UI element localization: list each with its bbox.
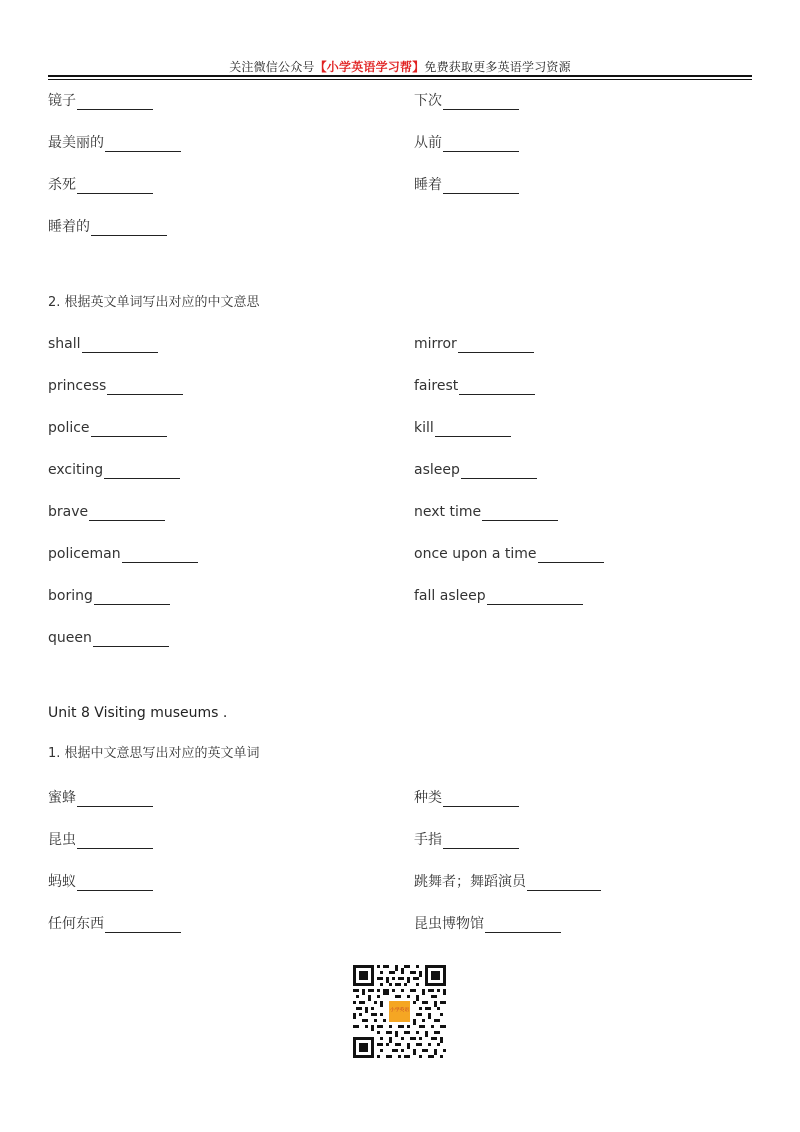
fill-blank-item [48, 92, 153, 110]
header-suffix: 免费获取更多英语学习资源 [424, 60, 571, 74]
answer-blank[interactable] [443, 179, 519, 194]
answer-blank[interactable] [77, 95, 153, 110]
item-prompt: asleep [414, 462, 460, 478]
answer-blank[interactable] [461, 464, 537, 479]
fill-blank-item [414, 789, 519, 807]
fill-blank-item [48, 629, 169, 647]
item-prompt: 最美丽的 [48, 135, 104, 151]
fill-blank-item [414, 419, 511, 437]
item-prompt: 睡着的 [48, 219, 90, 235]
fill-blank-item [48, 176, 153, 194]
item-prompt: 蚂蚁 [48, 874, 76, 890]
qr-code-icon [353, 965, 446, 1058]
fill-blank-item [414, 377, 535, 395]
fill-blank-item [414, 92, 519, 110]
answer-blank[interactable] [107, 380, 183, 395]
item-prompt: fairest [414, 378, 459, 394]
answer-blank[interactable] [104, 464, 180, 479]
item-prompt: 杀死 [48, 177, 76, 193]
fill-blank-item [414, 587, 583, 605]
item-prompt: 下次 [414, 93, 442, 109]
item-prompt: fall asleep [414, 588, 486, 604]
page-header [0, 58, 800, 75]
fill-blank-item [414, 176, 519, 194]
answer-blank[interactable] [77, 876, 153, 891]
item-prompt: once upon a time [414, 546, 537, 562]
answer-blank[interactable] [122, 548, 198, 563]
answer-blank[interactable] [89, 506, 165, 521]
answer-blank[interactable] [487, 590, 583, 605]
item-prompt: 蜜蜂 [48, 790, 76, 806]
answer-blank[interactable] [91, 422, 167, 437]
fill-blank-item [48, 545, 198, 563]
fill-blank-item [48, 218, 167, 236]
item-prompt: mirror [414, 336, 457, 352]
answer-blank[interactable] [538, 548, 604, 563]
item-prompt: kill [414, 420, 434, 436]
fill-blank-item [48, 377, 183, 395]
section-heading: 2. 根据英文单词写出对应的中文意思 [48, 295, 260, 310]
item-prompt: princess [48, 378, 107, 394]
answer-blank[interactable] [459, 380, 535, 395]
item-prompt: 睡着 [414, 177, 442, 193]
fill-blank-item [48, 587, 170, 605]
fill-blank-item [48, 915, 181, 933]
answer-blank[interactable] [91, 221, 167, 236]
answer-blank[interactable] [77, 179, 153, 194]
answer-blank[interactable] [443, 137, 519, 152]
answer-blank[interactable] [77, 792, 153, 807]
fill-blank-item [414, 915, 561, 933]
item-prompt: 任何东西 [48, 916, 104, 932]
answer-blank[interactable] [485, 918, 561, 933]
fill-blank-item [48, 461, 180, 479]
fill-blank-item [414, 545, 604, 563]
header-prefix: 关注微信公众号 [229, 60, 315, 74]
item-prompt: shall [48, 336, 81, 352]
unit-title: Unit 8 Visiting museums . [48, 705, 228, 721]
answer-blank[interactable] [458, 338, 534, 353]
answer-blank[interactable] [93, 632, 169, 647]
fill-blank-item [414, 335, 534, 353]
item-prompt: boring [48, 588, 93, 604]
item-prompt: 昆虫 [48, 832, 76, 848]
item-prompt: brave [48, 504, 89, 520]
item-prompt: 昆虫博物馆 [414, 916, 484, 932]
fill-blank-item [48, 831, 153, 849]
fill-blank-item [48, 335, 158, 353]
answer-blank[interactable] [527, 876, 601, 891]
answer-blank[interactable] [443, 95, 519, 110]
item-prompt: 从前 [414, 135, 442, 151]
fill-blank-item [48, 873, 153, 891]
answer-blank[interactable] [443, 834, 519, 849]
item-prompt: 镜子 [48, 93, 76, 109]
answer-blank[interactable] [435, 422, 511, 437]
answer-blank[interactable] [105, 137, 181, 152]
item-prompt: 手指 [414, 832, 442, 848]
item-prompt: police [48, 420, 90, 436]
item-prompt: next time [414, 504, 482, 520]
fill-blank-item [414, 134, 519, 152]
fill-blank-item [48, 789, 153, 807]
fill-blank-item [48, 134, 181, 152]
fill-blank-item [48, 419, 167, 437]
fill-blank-item [48, 503, 165, 521]
answer-blank[interactable] [77, 834, 153, 849]
item-prompt: exciting [48, 462, 104, 478]
item-prompt: queen [48, 630, 92, 646]
header-divider [48, 75, 752, 77]
fill-blank-item [414, 461, 537, 479]
fill-blank-item [414, 503, 558, 521]
answer-blank[interactable] [94, 590, 170, 605]
item-prompt: 种类 [414, 790, 442, 806]
fill-blank-item [414, 873, 601, 891]
item-prompt: 跳舞者；舞蹈演员 [414, 874, 526, 890]
answer-blank[interactable] [443, 792, 519, 807]
answer-blank[interactable] [105, 918, 181, 933]
header-divider-thin [48, 79, 752, 80]
fill-blank-item [414, 831, 519, 849]
answer-blank[interactable] [82, 338, 158, 353]
answer-blank[interactable] [482, 506, 558, 521]
header-brand: 【小学英语学习帮】 [314, 60, 425, 74]
section-heading: 1. 根据中文意思写出对应的英文单词 [48, 746, 260, 761]
item-prompt: policeman [48, 546, 121, 562]
qr-logo-label: 小学英语 [389, 1008, 410, 1014]
qr-code [353, 965, 446, 1058]
